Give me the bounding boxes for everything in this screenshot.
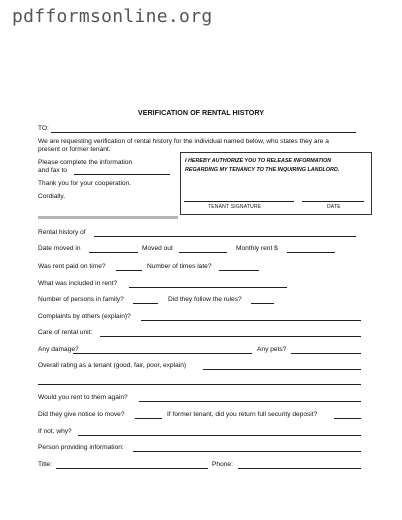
tenant-signature-label: TENANT SIGNATURE bbox=[208, 204, 262, 210]
signature-date-field[interactable] bbox=[302, 201, 364, 202]
to-field[interactable] bbox=[51, 132, 356, 133]
rent-on-time-field[interactable] bbox=[116, 270, 142, 271]
care-of-unit-label: Care of rental unit: bbox=[38, 329, 93, 336]
auth-line-1: I HEREBY AUTHORIZE YOU TO RELEASE INFORMATION bbox=[185, 158, 332, 164]
follow-rules-field[interactable] bbox=[251, 303, 274, 304]
date-moved-in-label: Date moved in bbox=[38, 245, 81, 252]
thanks-text: Thank you for your cooperation. bbox=[38, 180, 132, 187]
auth-line-2: REGARDING MY TENANCY TO THE INQUIRING LANDLORD. bbox=[185, 167, 340, 173]
phone-label: Phone: bbox=[212, 461, 233, 468]
intro-line-1: We are requesting verification of rental history for the individual named below, who states they are a bbox=[38, 138, 329, 145]
authorization-box bbox=[180, 152, 372, 215]
security-deposit-field[interactable] bbox=[334, 418, 361, 419]
moved-out-label: Moved out bbox=[142, 245, 173, 252]
any-pets-field[interactable] bbox=[291, 353, 361, 354]
authorization-text bbox=[185, 157, 339, 175]
notice-to-move-field[interactable] bbox=[135, 418, 162, 419]
date-label: DATE bbox=[327, 204, 341, 210]
rental-history-field[interactable] bbox=[94, 236, 356, 237]
title-label: Title: bbox=[38, 461, 53, 468]
complete-line-1: Please complete the information bbox=[38, 159, 133, 166]
intro-line-2: present or former tenant. bbox=[38, 146, 111, 153]
any-damage-label: Any damage? bbox=[38, 346, 79, 353]
form-title: VERIFICATION OF RENTAL HISTORY bbox=[137, 108, 265, 117]
signature-bar bbox=[38, 216, 178, 219]
person-providing-label: Person providing information: bbox=[38, 444, 124, 451]
overall-rating-label: Overall rating as a tenant (good, fair, poor, explain) bbox=[38, 362, 187, 369]
included-in-rent-field[interactable] bbox=[129, 287, 287, 288]
moved-out-field[interactable] bbox=[179, 252, 227, 253]
person-providing-field[interactable] bbox=[133, 451, 361, 452]
persons-in-family-field[interactable] bbox=[133, 303, 158, 304]
fax-to-field[interactable] bbox=[74, 174, 170, 175]
complete-line-2: and fax to bbox=[38, 167, 67, 174]
overall-rating-field[interactable] bbox=[203, 369, 361, 370]
monthly-rent-label: Monthly rent $ bbox=[236, 245, 278, 252]
any-damage-field[interactable] bbox=[73, 353, 252, 354]
rental-history-label: Rental history of bbox=[38, 229, 86, 236]
to-label: TO: bbox=[38, 125, 49, 132]
rent-on-time-label: Was rent paid on time? bbox=[38, 263, 106, 270]
follow-rules-label: Did they follow the rules? bbox=[168, 296, 242, 303]
tenant-signature-field[interactable] bbox=[184, 201, 294, 202]
date-moved-in-field[interactable] bbox=[89, 252, 138, 253]
cordially-text: Cordially, bbox=[38, 193, 65, 200]
included-in-rent-label: What was included in rent? bbox=[38, 280, 118, 287]
if-not-why-field[interactable] bbox=[78, 435, 361, 436]
if-not-why-label: If not, why? bbox=[38, 428, 72, 435]
care-of-unit-field[interactable] bbox=[100, 336, 361, 337]
rent-again-field[interactable] bbox=[139, 401, 361, 402]
monthly-rent-field[interactable] bbox=[287, 252, 335, 253]
times-late-label: Number of times late? bbox=[147, 263, 212, 270]
notice-to-move-label: Did they give notice to move? bbox=[38, 411, 125, 418]
times-late-field[interactable] bbox=[219, 270, 259, 271]
security-deposit-label: If former tenant, did you return full security deposit? bbox=[167, 411, 318, 418]
complaints-label: Complaints by others (explain)? bbox=[38, 313, 131, 320]
site-watermark: pdfformsonline.org bbox=[12, 6, 213, 27]
persons-in-family-label: Number of persons in family? bbox=[38, 296, 124, 303]
any-pets-label: Any pets? bbox=[257, 346, 287, 353]
complaints-field[interactable] bbox=[141, 320, 361, 321]
phone-field[interactable] bbox=[238, 468, 361, 469]
title-field[interactable] bbox=[56, 468, 208, 469]
rent-again-label: Would you rent to them again? bbox=[38, 394, 128, 401]
overall-rating-field-2[interactable] bbox=[38, 384, 361, 385]
